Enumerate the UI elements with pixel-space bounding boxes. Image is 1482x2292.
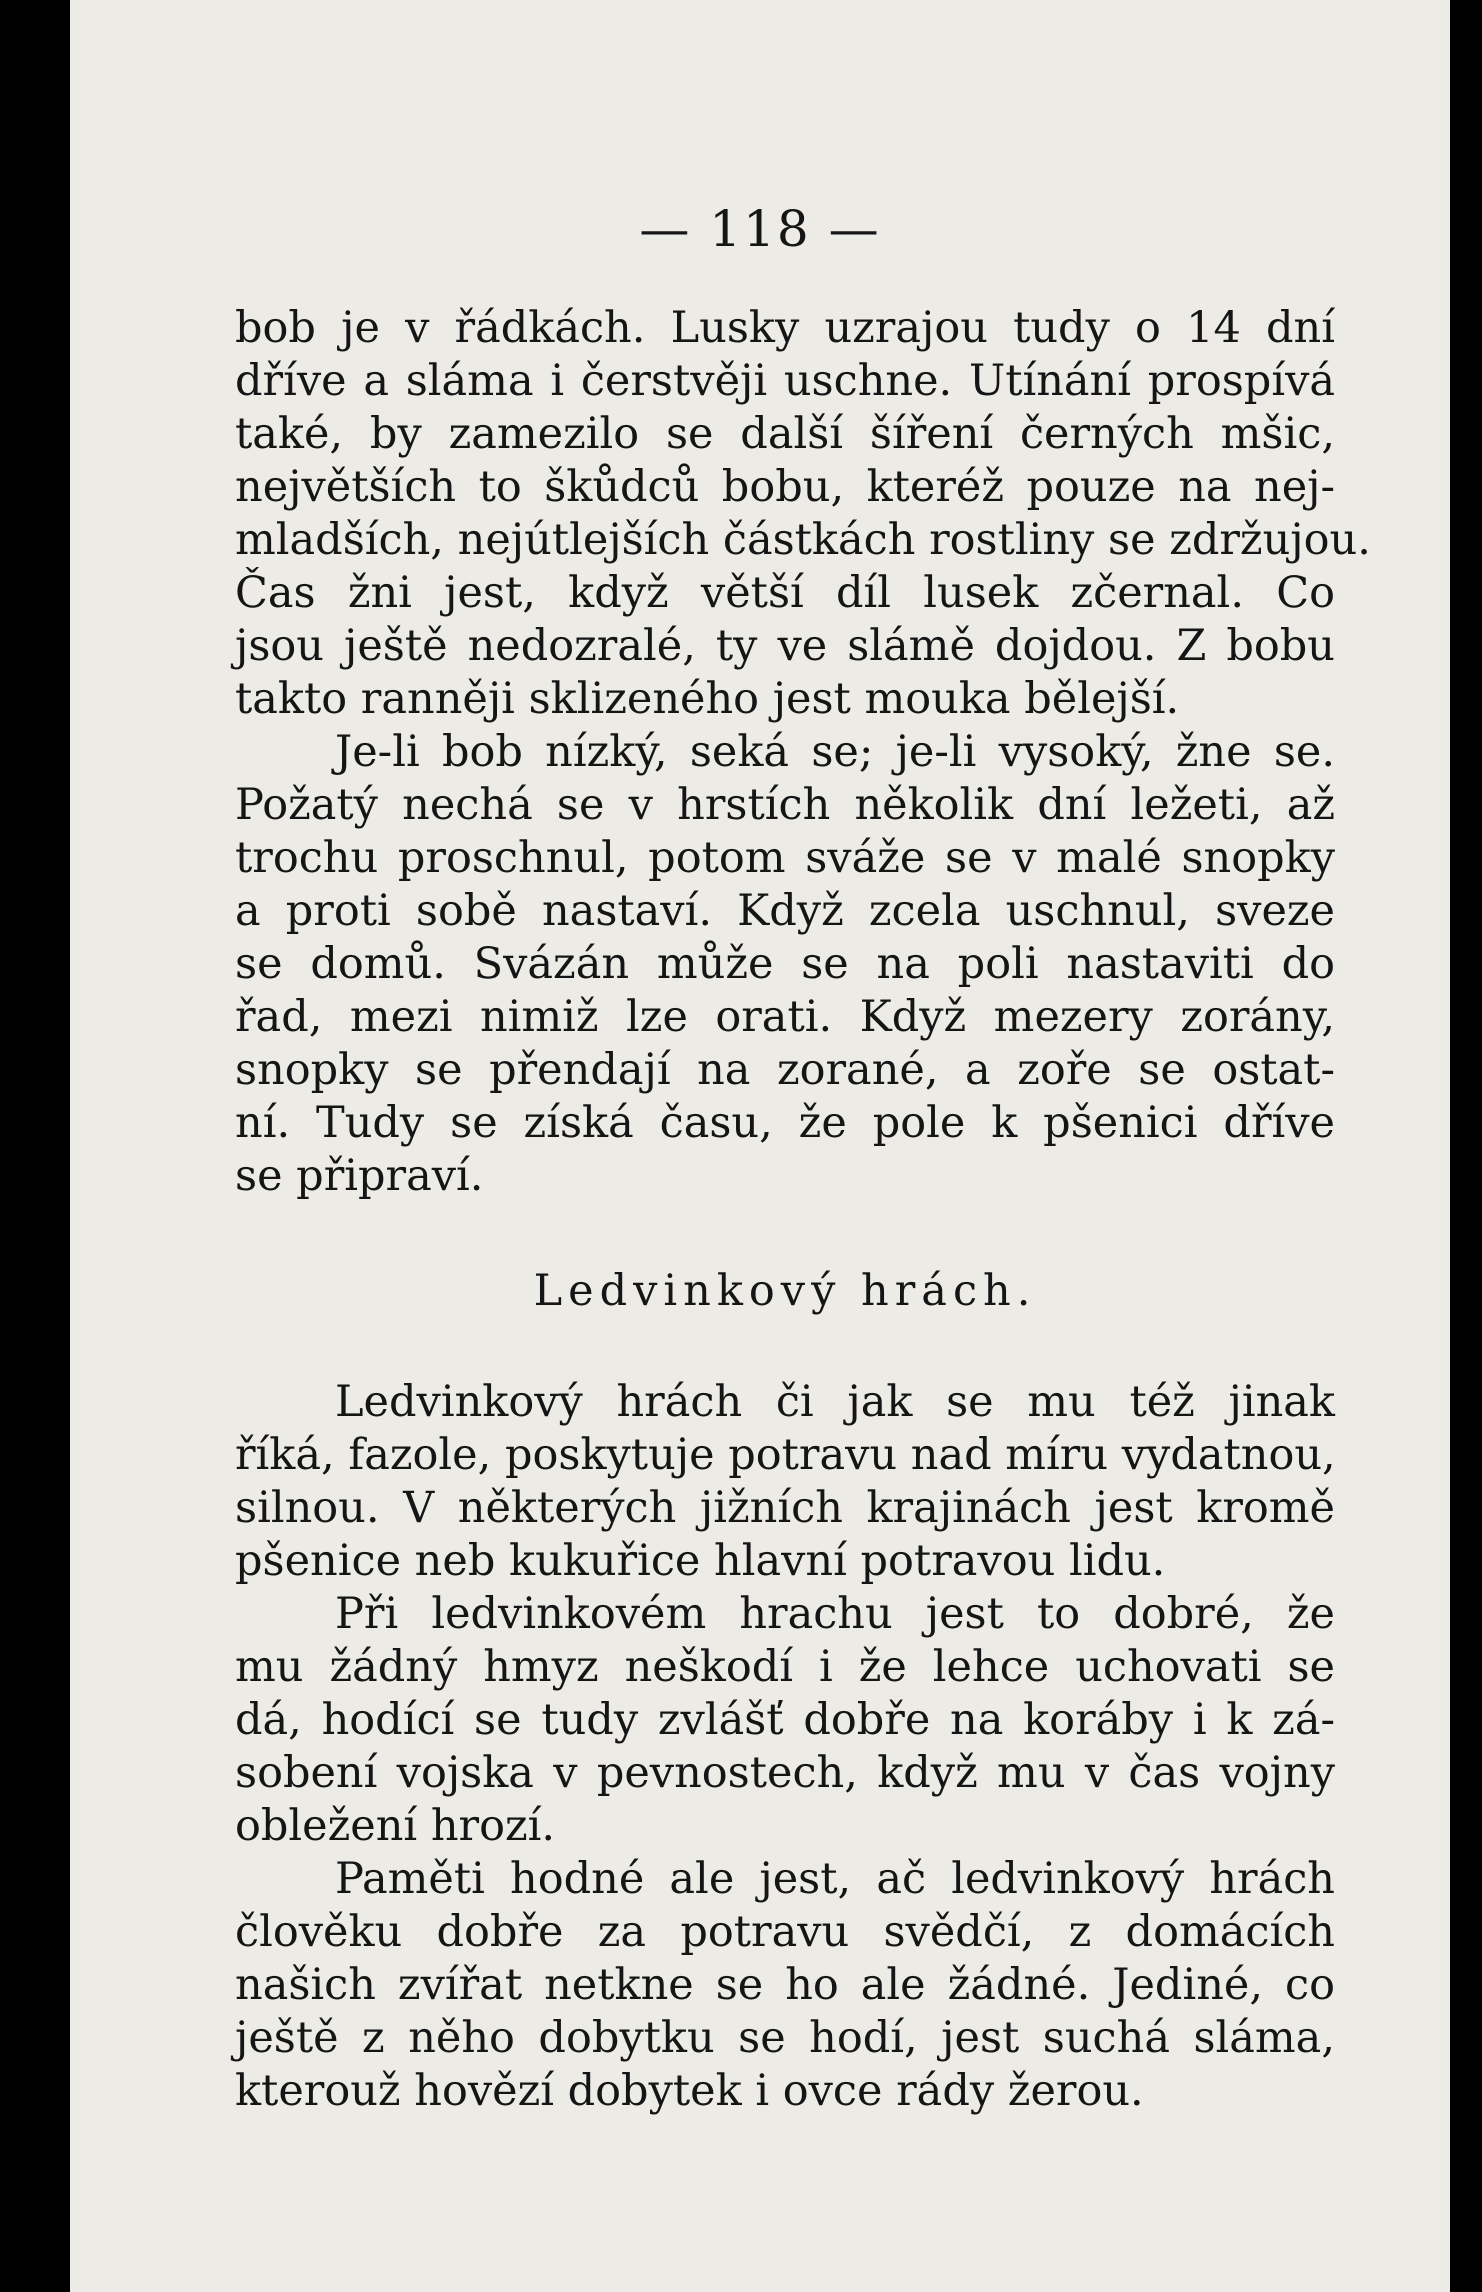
text-line: dříve a sláma i čerstvěji uschne. Utínání prospívá: [235, 356, 1335, 406]
text-line: takto ranněji sklizeného jest mouka bělejší.: [235, 674, 1180, 724]
book-page: [70, 0, 1450, 2292]
text-line: mladších, nejútlejších částkách rostliny se zdržujou.: [235, 515, 1371, 565]
text-line: kterouž hovězí dobytek i ovce rády žerou.: [235, 2066, 1144, 2116]
text-line: se připraví.: [235, 1151, 484, 1201]
text-line: největších to škůdců bobu, kteréž pouze na nej-: [235, 462, 1335, 512]
text-line: ní. Tudy se získá času, že pole k pšenici dříve: [235, 1098, 1335, 1148]
text-line: našich zvířat netkne se ho ale žádné. Jediné, co: [235, 1960, 1335, 2010]
text-line: trochu proschnul, potom sváže se v malé snopky: [235, 833, 1335, 883]
paragraph-bob-harvest: [235, 302, 1371, 726]
text-line: se domů. Svázán může se na poli nastaviti do: [235, 939, 1335, 989]
text-line: obležení hrozí.: [235, 1801, 556, 1851]
text-line: řad, mezi nimiž lze orati. Když mezery zorány,: [235, 992, 1335, 1042]
text-line: pšenice neb kukuřice hlavní potravou lidu.: [235, 1536, 1166, 1586]
text-line: také, by zamezilo se další šíření černých mšic,: [235, 409, 1335, 459]
paragraph-ledvinkovy-intro: [235, 1376, 1335, 1588]
text-line: Paměti hodné ale jest, ač ledvinkový hrách: [335, 1854, 1335, 1904]
text-line: jsou ještě nedozralé, ty ve slámě dojdou. Z bobu: [235, 621, 1335, 671]
paragraph-ledvinkovy-animals: [235, 1853, 1335, 2118]
paragraph-ledvinkovy-storage: [235, 1588, 1335, 1853]
text-line: Čas žni jest, když větší díl lusek zčernal. Co: [235, 568, 1335, 618]
text-line: Při ledvinkovém hrachu jest to dobré, že: [335, 1589, 1335, 1639]
paragraph-bob-cutting: [235, 726, 1335, 1203]
page-number-header: — 118 —: [639, 200, 881, 258]
text-line: dá, hodící se tudy zvlášť dobře na koráby i k zá-: [235, 1695, 1335, 1745]
text-line: člověku dobře za potravu svědčí, z domácích: [235, 1907, 1335, 1957]
page-body: [235, 302, 1371, 2118]
text-line: a proti sobě nastaví. Když zcela uschnul, sveze: [235, 886, 1335, 936]
text-line: ještě z něho dobytku se hodí, jest suchá sláma,: [235, 2013, 1335, 2063]
text-line: snopky se přendají na zorané, a zoře se ostat-: [235, 1045, 1335, 1095]
text-line: Je-li bob nízký, seká se; je-li vysoký, žne se.: [335, 727, 1335, 777]
text-line: Ledvinkový hrách či jak se mu též jinak: [335, 1377, 1335, 1427]
text-line: říká, fazole, poskytuje potravu nad míru vydatnou,: [235, 1430, 1336, 1480]
section-heading: Ledvinkový hrách.: [533, 1266, 1037, 1316]
text-line: Požatý nechá se v hrstích několik dní ležeti, až: [235, 780, 1335, 830]
text-line: silnou. V některých jižních krajinách jest kromě: [235, 1483, 1335, 1533]
text-line: mu žádný hmyz neškodí i že lehce uchovati se: [235, 1642, 1335, 1692]
text-line: bob je v řádkách. Lusky uzrajou tudy o 14 dní: [235, 303, 1335, 353]
text-line: sobení vojska v pevnostech, když mu v čas vojny: [235, 1748, 1335, 1798]
